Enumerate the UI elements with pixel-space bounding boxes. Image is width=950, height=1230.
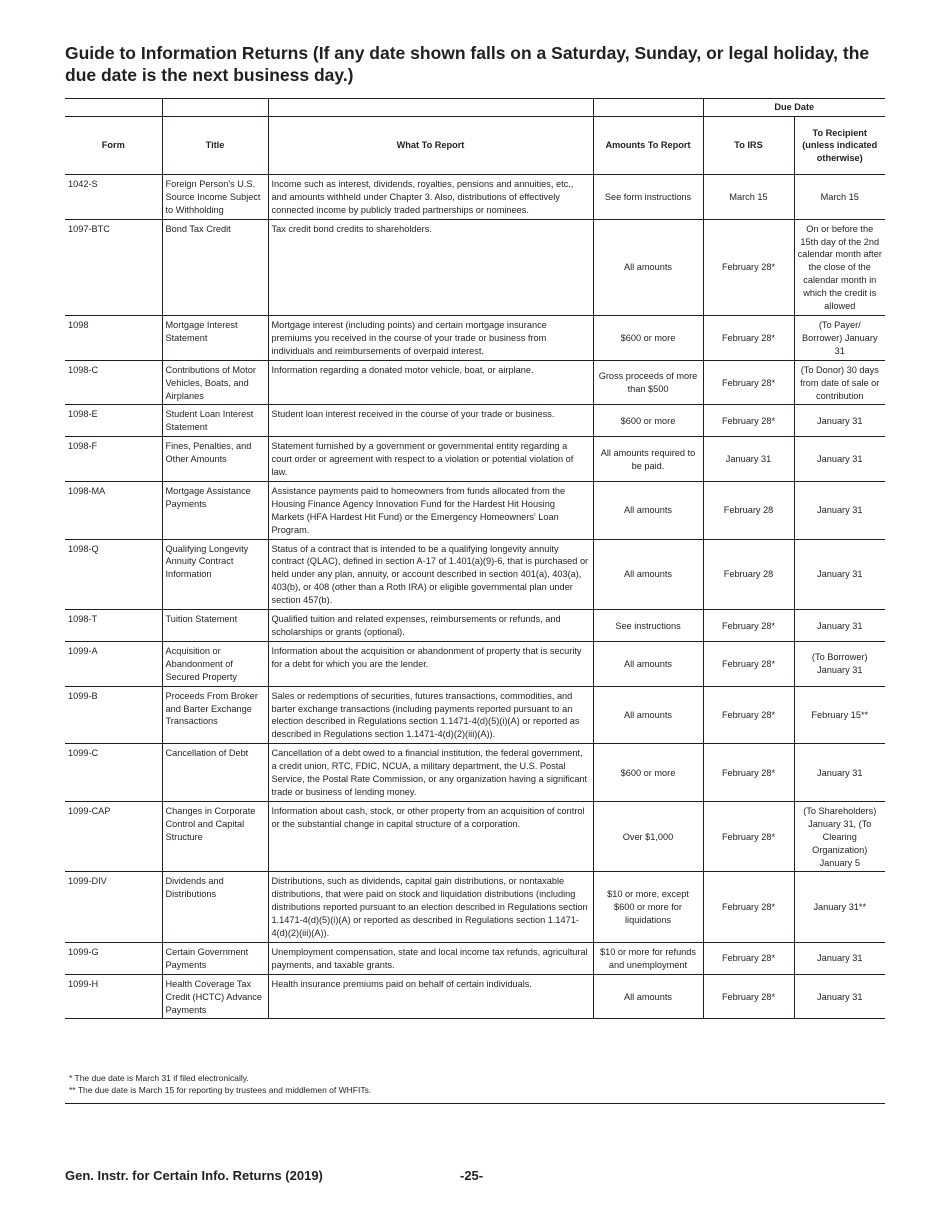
title-cell: Health Coverage Tax Credit (HCTC) Advance Payments: [162, 974, 268, 1019]
irs-cell: February 28*: [703, 974, 794, 1019]
irs-cell: February 28*: [703, 610, 794, 642]
table-row: [65, 942, 885, 974]
irs-cell: February 28*: [703, 641, 794, 686]
footnotes: [65, 1072, 885, 1104]
footnote: ** The due date is March 15 for reporting by trustees and middlemen of WHFITs.: [69, 1085, 372, 1095]
title-cell: Mortgage Assistance Payments: [162, 481, 268, 539]
table-row: [65, 315, 885, 360]
what-column-header: What To Report: [268, 116, 593, 174]
form-cell: 1098-Q: [65, 539, 162, 610]
what-cell: Distributions, such as dividends, capital gain distributions, or nontaxable distributions, that were paid on stock and liquidation distributions (including distributions reported pursuant to an election described in Regulations section 1.1471-4(d)(5)(i)(A) or reported as described in Regulations section 1.1471-4(d)(2)(iii)(A)).: [268, 872, 593, 943]
what-cell: Qualified tuition and related expenses, reimbursements or refunds, and scholarships or grants (optional).: [268, 610, 593, 642]
irs-cell: February 28: [703, 539, 794, 610]
irs-cell: February 28: [703, 481, 794, 539]
amounts-cell: All amounts required to be paid.: [593, 437, 703, 482]
irs-cell: February 28*: [703, 686, 794, 744]
amounts-cell: $600 or more: [593, 744, 703, 802]
irs-cell: February 28*: [703, 360, 794, 405]
title-column-header: Title: [162, 116, 268, 174]
amounts-cell: Over $1,000: [593, 801, 703, 872]
title-cell: Contributions of Motor Vehicles, Boats, and Airplanes: [162, 360, 268, 405]
recipient-cell: (To Donor) 30 days from date of sale or contribution: [794, 360, 885, 405]
footer-document-title: Gen. Instr. for Certain Info. Returns (2019): [65, 1168, 323, 1183]
title-cell: Mortgage Interest Statement: [162, 315, 268, 360]
recipient-cell: January 31: [794, 942, 885, 974]
recipient-cell: (To Shareholders) January 31, (To Clearing Organization) January 5: [794, 801, 885, 872]
what-cell: Unemployment compensation, state and local income tax refunds, agricultural payments, and taxable grants.: [268, 942, 593, 974]
what-cell: Income such as interest, dividends, royalties, pensions and annuities, etc., and amounts withheld under Chapter 3. Also, distributions of effectively connected income by publicly traded partnerships or nominees.: [268, 174, 593, 219]
what-cell: Information about the acquisition or abandonment of property that is security for a debt for which you are the lender.: [268, 641, 593, 686]
what-cell: Sales or redemptions of securities, futures transactions, commodities, and barter exchange transactions (including payments reported pursuant to an election described in Regulations section 1.1471-4(d)(5)(i)(A) or reported as described in Regulations section 1.1471-4(d)(2)(iii)(A)).: [268, 686, 593, 744]
what-cell: Information about cash, stock, or other property from an acquisition of control or the substantial change in capital structure of a corporation.: [268, 801, 593, 872]
title-cell: Proceeds From Broker and Barter Exchange Transactions: [162, 686, 268, 744]
form-cell: 1098: [65, 315, 162, 360]
form-cell: 1097-BTC: [65, 219, 162, 315]
irs-cell: February 28*: [703, 872, 794, 943]
form-cell: 1099-B: [65, 686, 162, 744]
table-row: [65, 974, 885, 1019]
table-row: [65, 219, 885, 315]
title-cell: Fines, Penalties, and Other Amounts: [162, 437, 268, 482]
table-row: [65, 174, 885, 219]
table-row: [65, 872, 885, 943]
recipient-cell: January 31: [794, 405, 885, 437]
what-cell: Student loan interest received in the course of your trade or business.: [268, 405, 593, 437]
table-row: [65, 744, 885, 802]
recipient-cell: February 15**: [794, 686, 885, 744]
recipient-cell: (To Borrower) January 31: [794, 641, 885, 686]
amounts-cell: See form instructions: [593, 174, 703, 219]
due-date-group-header: Due Date: [703, 99, 885, 117]
table-header-row: [65, 116, 885, 174]
table-row: [65, 686, 885, 744]
amounts-cell: $600 or more: [593, 405, 703, 437]
page-title: Guide to Information Returns (If any date shown falls on a Saturday, Sunday, or legal holiday, the due date is the next business day.): [65, 43, 870, 85]
form-cell: 1098-C: [65, 360, 162, 405]
table-row: [65, 801, 885, 872]
form-column-header: Form: [65, 116, 162, 174]
what-cell: Cancellation of a debt owed to a financial institution, the federal government, a credit union, RTC, FDIC, NCUA, a military department, the U.S. Postal Service, the Postal Rate Commission, or any organization having a significant trade or business of lending money.: [268, 744, 593, 802]
amounts-column-header: Amounts To Report: [593, 116, 703, 174]
recipient-cell: January 31: [794, 437, 885, 482]
table-row: [65, 610, 885, 642]
amounts-cell: See instructions: [593, 610, 703, 642]
irs-cell: February 28*: [703, 219, 794, 315]
title-cell: Acquisition or Abandonment of Secured Property: [162, 641, 268, 686]
recipient-cell: January 31: [794, 974, 885, 1019]
form-cell: 1099-DIV: [65, 872, 162, 943]
recipient-cell: On or before the 15th day of the 2nd calendar month after the close of the calendar month in which the credit is allowed: [794, 219, 885, 315]
form-cell: 1098-F: [65, 437, 162, 482]
form-cell: 1098-T: [65, 610, 162, 642]
title-cell: Certain Government Payments: [162, 942, 268, 974]
amounts-cell: $10 or more for refunds and unemployment: [593, 942, 703, 974]
page-number: -25-: [460, 1168, 484, 1183]
table-row: [65, 437, 885, 482]
recipient-cell: January 31: [794, 481, 885, 539]
form-cell: 1099-CAP: [65, 801, 162, 872]
what-cell: Statement furnished by a government or governmental entity regarding a court order or agreement with respect to a violation or potential violation of law.: [268, 437, 593, 482]
what-cell: Tax credit bond credits to shareholders.: [268, 219, 593, 315]
table-row: [65, 405, 885, 437]
amounts-cell: All amounts: [593, 219, 703, 315]
recipient-cell: January 31: [794, 539, 885, 610]
title-cell: Tuition Statement: [162, 610, 268, 642]
amounts-cell: All amounts: [593, 539, 703, 610]
table-group-header-row: [65, 99, 885, 117]
form-cell: 1098-MA: [65, 481, 162, 539]
title-cell: Changes in Corporate Control and Capital Structure: [162, 801, 268, 872]
form-cell: 1099-H: [65, 974, 162, 1019]
amounts-cell: All amounts: [593, 641, 703, 686]
recipient-cell: January 31**: [794, 872, 885, 943]
irs-cell: February 28*: [703, 801, 794, 872]
title-cell: Foreign Person's U.S. Source Income Subject to Withholding: [162, 174, 268, 219]
information-returns-table: [65, 98, 885, 1019]
title-cell: Qualifying Longevity Annuity Contract Information: [162, 539, 268, 610]
what-cell: Mortgage interest (including points) and certain mortgage insurance premiums you received in the course of your trade or business from individuals and reimbursements of overpaid interest.: [268, 315, 593, 360]
form-cell: 1042-S: [65, 174, 162, 219]
irs-cell: February 28*: [703, 744, 794, 802]
table-row: [65, 481, 885, 539]
irs-cell: February 28*: [703, 405, 794, 437]
irs-cell: January 31: [703, 437, 794, 482]
recipient-cell: January 31: [794, 610, 885, 642]
footnote: * The due date is March 31 if filed electronically.: [69, 1073, 249, 1083]
form-cell: 1099-C: [65, 744, 162, 802]
what-cell: Status of a contract that is intended to be a qualifying longevity annuity contract (QLAC), defined in section A-17 of 1.401(a)(9)-6, that is purchased or held under any plan, annuity, or account described in section 401(a), 403(a), 403(b), or 408 (other than a Roth IRA) or eligible governmental plan under section 457(b).: [268, 539, 593, 610]
irs-cell: February 28*: [703, 942, 794, 974]
what-cell: Information regarding a donated motor vehicle, boat, or airplane.: [268, 360, 593, 405]
title-cell: Cancellation of Debt: [162, 744, 268, 802]
amounts-cell: $10 or more, except $600 or more for liquidations: [593, 872, 703, 943]
irs-cell: February 28*: [703, 315, 794, 360]
table-row: [65, 539, 885, 610]
title-cell: Bond Tax Credit: [162, 219, 268, 315]
amounts-cell: Gross proceeds of more than $500: [593, 360, 703, 405]
form-cell: 1098-E: [65, 405, 162, 437]
amounts-cell: $600 or more: [593, 315, 703, 360]
title-cell: Student Loan Interest Statement: [162, 405, 268, 437]
amounts-cell: All amounts: [593, 481, 703, 539]
what-cell: Health insurance premiums paid on behalf of certain individuals.: [268, 974, 593, 1019]
to-irs-column-header: To IRS: [703, 116, 794, 174]
table-row: [65, 641, 885, 686]
recipient-cell: March 15: [794, 174, 885, 219]
form-cell: 1099-G: [65, 942, 162, 974]
recipient-cell: (To Payer/ Borrower) January 31: [794, 315, 885, 360]
to-recipient-column-header: To Recipient (unless indicated otherwise): [794, 116, 885, 174]
form-cell: 1099-A: [65, 641, 162, 686]
what-cell: Assistance payments paid to homeowners from funds allocated from the Housing Finance Agency Innovation Fund for the Hardest Hit Housing Markets (HFA Hardest Hit Fund) or the Emergency Homeowners' Loan Program.: [268, 481, 593, 539]
title-cell: Dividends and Distributions: [162, 872, 268, 943]
amounts-cell: All amounts: [593, 686, 703, 744]
recipient-cell: January 31: [794, 744, 885, 802]
amounts-cell: All amounts: [593, 974, 703, 1019]
table-row: [65, 360, 885, 405]
irs-cell: March 15: [703, 174, 794, 219]
